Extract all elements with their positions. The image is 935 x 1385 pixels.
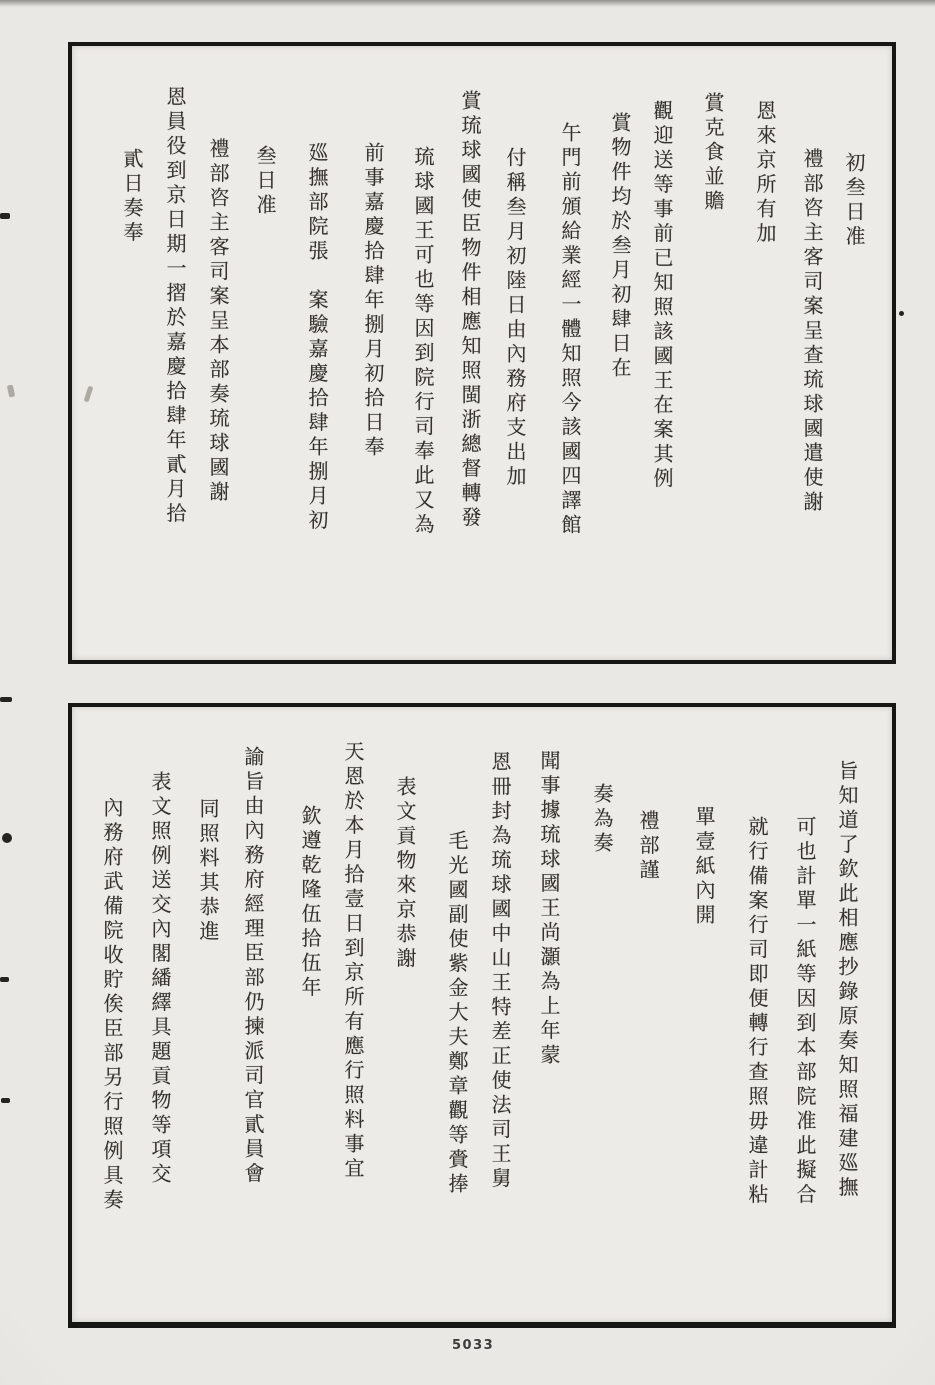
edge-mark xyxy=(0,977,9,982)
text-column: 天恩於本月拾壹日到京所有應行照料事宜 xyxy=(341,741,365,1182)
text-column: 同照料其恭進 xyxy=(196,798,220,945)
ink-dot xyxy=(899,311,904,316)
document-panel-top xyxy=(68,42,896,664)
text-column: 毛光國副使紫金大夫鄭章觀等賫捧 xyxy=(445,830,469,1198)
text-column: 禮部咨主客司案呈本部奏琉球國謝 xyxy=(206,138,230,506)
text-column: 表文貢物來京恭謝 xyxy=(393,776,417,972)
text-column: 諭旨由內務府經理臣部仍揀派司官貳員會 xyxy=(241,746,265,1187)
text-column: 聞事據琉球國王尚灝為上年蒙 xyxy=(537,750,561,1069)
edge-mark xyxy=(0,697,12,702)
edge-mark xyxy=(2,833,12,843)
text-column: 午門前頒給業經一體知照今該國四譯館 xyxy=(558,122,582,539)
page-number: 5033 xyxy=(452,1338,495,1353)
text-column: 觀迎送等事前已知照該國王在案其例 xyxy=(650,100,674,492)
text-column: 旨知道了欽此相應抄錄原奏知照福建廵撫 xyxy=(835,760,859,1201)
text-column: 賞克食並贍 xyxy=(701,92,725,215)
edge-mark xyxy=(0,213,10,219)
text-column: 貳日奏奉 xyxy=(120,148,144,246)
text-column: 賞物件均於叁月初肆日在 xyxy=(608,112,632,382)
text-column: 表文照例送交內閣繙繹具題貢物等項交 xyxy=(148,771,172,1188)
text-column: 恩來京所有加 xyxy=(753,100,777,247)
text-column: 欽遵乾隆伍拾伍年 xyxy=(298,805,322,1001)
edge-mark xyxy=(7,385,15,398)
text-column: 前事嘉慶拾肆年捌月初拾日奉 xyxy=(361,142,385,461)
margin-scribble xyxy=(84,386,94,403)
text-column: 禮部謹 xyxy=(636,810,660,884)
text-column: 初叁日准 xyxy=(842,152,866,250)
text-column: 叁日准 xyxy=(253,145,277,219)
edge-mark xyxy=(1,1098,10,1103)
text-column: 就行備案行司即便轉行查照毋違計粘 xyxy=(745,816,769,1208)
text-column: 琉球國王可也等因到院行司奉此又為 xyxy=(411,146,435,538)
text-column: 單壹紙內開 xyxy=(692,806,716,929)
text-column: 廵撫部院張 案驗嘉慶拾肆年捌月初 xyxy=(305,142,329,534)
text-column: 奏為奏 xyxy=(590,783,614,857)
text-column: 付稱叁月初陸日由內務府支出加 xyxy=(503,147,527,490)
text-column: 可也計單一紙等因到本部院准此擬合 xyxy=(793,816,817,1208)
text-column: 恩員役到京日期一摺於嘉慶拾肆年貳月拾 xyxy=(163,86,187,527)
text-column: 恩冊封為琉球國中山王特差正使法司王舅 xyxy=(488,751,512,1192)
text-column: 賞琉球國使臣物件相應知照閩浙總督轉發 xyxy=(458,90,482,531)
document-panel-bottom xyxy=(68,703,896,1328)
text-column: 禮部咨主客司案呈查琉球國遣使謝 xyxy=(800,148,824,516)
text-column: 內務府武備院收貯俟臣部另行照例具奏 xyxy=(100,797,124,1214)
